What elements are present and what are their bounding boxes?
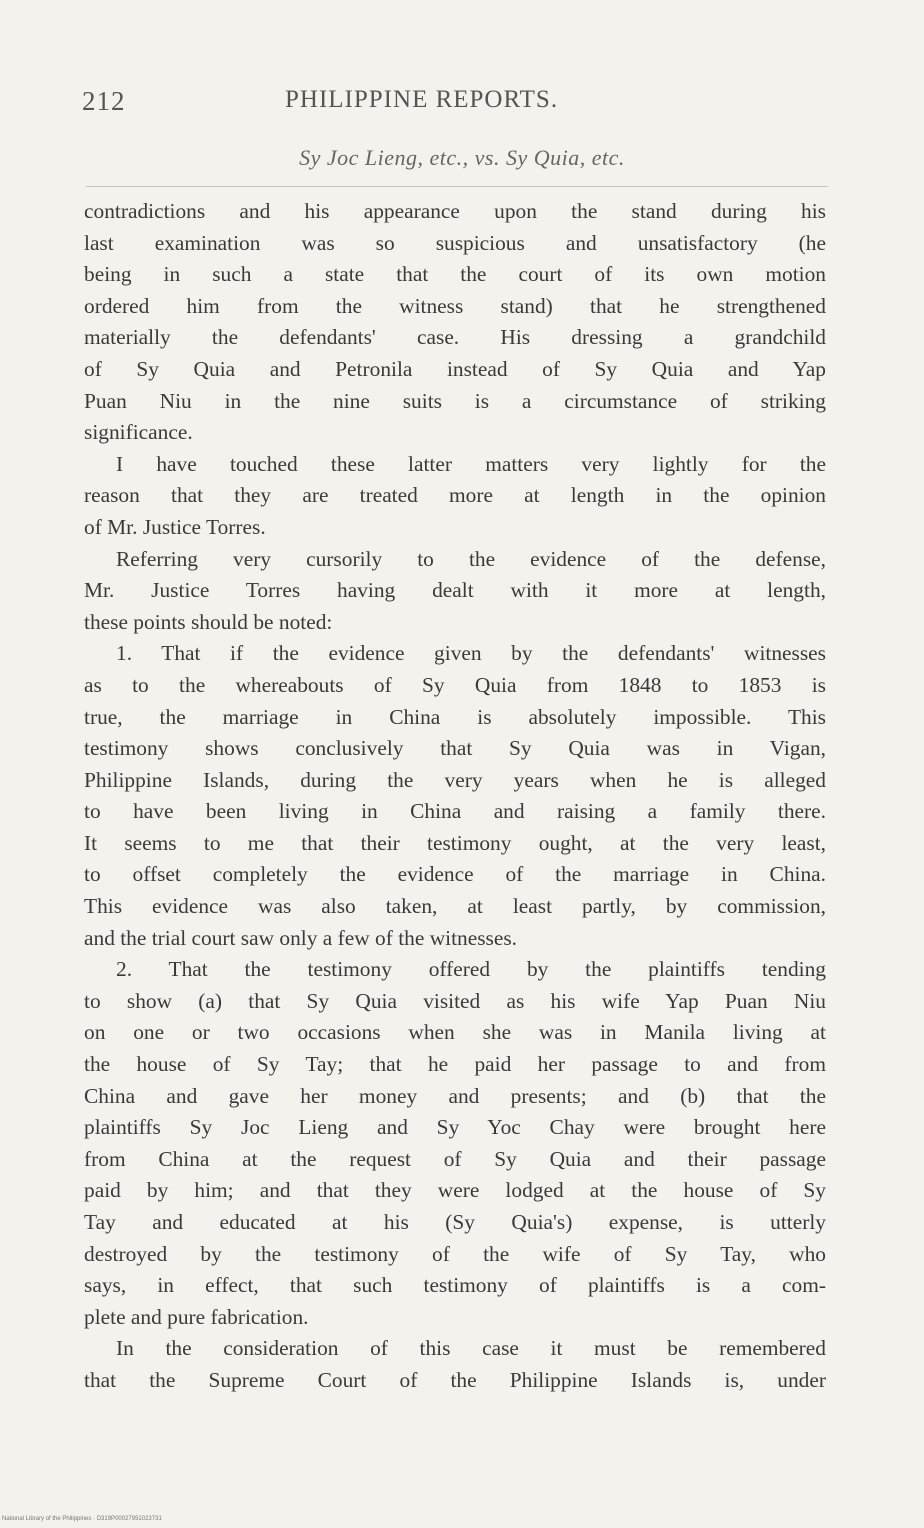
text-line: Puan Niu in the nine suits is a circumstance of striking bbox=[84, 388, 826, 413]
text-line: on one or two occasions when she was in Manila living at bbox=[84, 1020, 826, 1045]
text-line: to show (a) that Sy Quia visited as his wife Yap Puan Niu bbox=[84, 988, 826, 1013]
header-rule bbox=[86, 186, 828, 187]
text-line: to offset completely the evidence of the marriage in China. bbox=[84, 862, 826, 887]
text-line: This evidence was also taken, at least partly, by commission, bbox=[84, 894, 826, 919]
text-line: the house of Sy Tay; that he paid her passage to and from bbox=[84, 1052, 826, 1077]
page-number: 212 bbox=[82, 86, 126, 116]
text-line: contradictions and his appearance upon the stand during his bbox=[84, 199, 826, 223]
text-line: Mr. Justice Torres having dealt with it more at length, bbox=[84, 578, 826, 603]
text-line: reason that they are treated more at length in the opinion bbox=[84, 483, 826, 508]
text-line: these points should be noted: bbox=[84, 609, 333, 634]
text-line: true, the marriage in China is absolutely impossible. This bbox=[84, 704, 826, 729]
running-title: PHILIPPINE REPORTS. bbox=[285, 86, 559, 113]
text-line: says, in effect, that such testimony of plaintiffs is a com- bbox=[84, 1273, 826, 1298]
text-line: last examination was so suspicious and unsatisfactory (he bbox=[84, 230, 826, 255]
text-line: to have been living in China and raising a family there. bbox=[84, 799, 826, 824]
text-line: plaintiffs Sy Joc Lieng and Sy Yoc Chay were brought here bbox=[84, 1115, 826, 1140]
case-caption: Sy Joc Lieng, etc., vs. Sy Quia, etc. bbox=[299, 145, 625, 170]
text-line: 2. That the testimony offered by the plaintiffs tending bbox=[116, 957, 826, 982]
text-line: and the trial court saw only a few of the witnesses. bbox=[84, 925, 518, 950]
body-text bbox=[84, 196, 826, 1397]
text-line: China and gave her money and presents; and (b) that the bbox=[84, 1083, 826, 1108]
text-line: 1. That if the evidence given by the defendants' witnesses bbox=[116, 641, 826, 666]
text-line: as to the whereabouts of Sy Quia from 1848 to 1853 is bbox=[84, 672, 826, 697]
text-line: plete and pure fabrication. bbox=[84, 1304, 309, 1329]
text-line: that the Supreme Court of the Philippine Islands is, under bbox=[84, 1367, 826, 1392]
text-line: Tay and educated at his (Sy Quia's) expense, is utterly bbox=[84, 1210, 826, 1234]
text-line: significance. bbox=[84, 420, 193, 445]
text-line: materially the defendants' case. His dressing a grandchild bbox=[84, 325, 826, 350]
text-line: of Sy Quia and Petronila instead of Sy Quia and Yap bbox=[84, 356, 826, 381]
text-line: of Mr. Justice Torres. bbox=[84, 514, 266, 539]
text-line: testimony shows conclusively that Sy Quia was in Vigan, bbox=[84, 736, 826, 761]
scan-footer: National Library of the Philippines · D319P00027951023731 bbox=[2, 1516, 162, 1522]
text-line: Referring very cursorily to the evidence of the defense, bbox=[116, 546, 826, 571]
text-line: Philippine Islands, during the very years when he is alleged bbox=[84, 767, 826, 792]
text-line: paid by him; and that they were lodged at the house of Sy bbox=[84, 1178, 826, 1203]
text-line: It seems to me that their testimony ought, at the very least, bbox=[84, 830, 826, 855]
text-line: destroyed by the testimony of the wife of Sy Tay, who bbox=[84, 1241, 826, 1266]
text-line: from China at the request of Sy Quia and their passage bbox=[84, 1146, 826, 1171]
text-line: being in such a state that the court of its own motion bbox=[84, 262, 826, 287]
text-line: In the consideration of this case it must be remembered bbox=[116, 1336, 826, 1361]
text-line: ordered him from the witness stand) that he strengthened bbox=[84, 293, 826, 318]
text-line: I have touched these latter matters very lightly for the bbox=[116, 451, 826, 476]
